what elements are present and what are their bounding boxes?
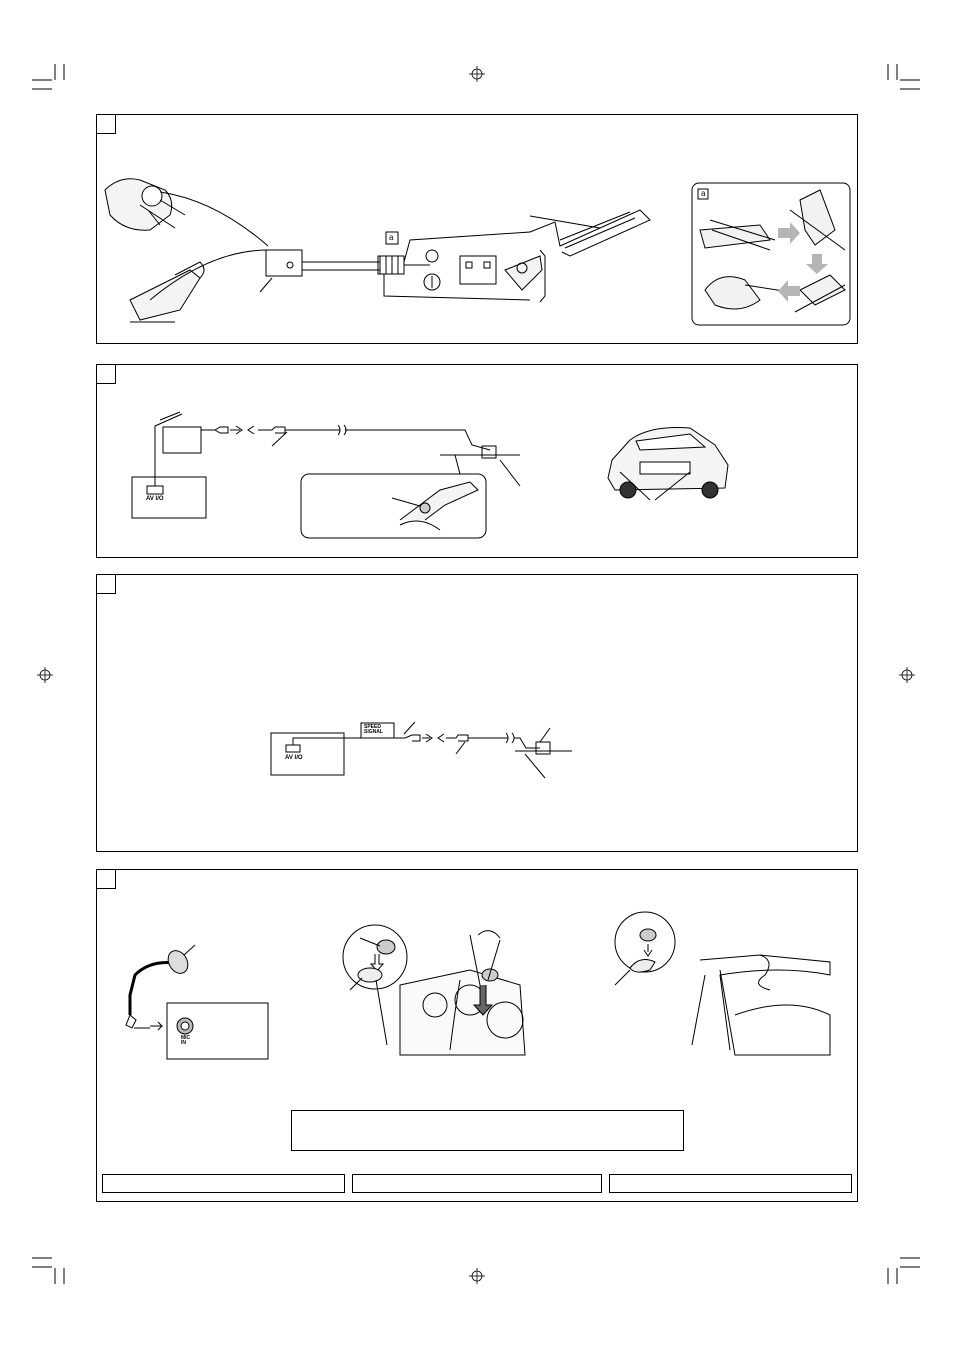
- mic-in-label: MIC IN: [181, 1035, 191, 1046]
- footer-box-center: [352, 1174, 602, 1193]
- footer-box-left: [102, 1174, 345, 1193]
- note-box: [291, 1110, 684, 1151]
- av-io-label-panel2: AV I/O: [146, 496, 164, 502]
- speed-signal-label: SPEED SIGNAL: [364, 724, 383, 735]
- av-io-label-panel3: AV I/O: [285, 755, 303, 761]
- connector-callout-letter: a: [389, 233, 394, 242]
- footer-box-right: [609, 1174, 852, 1193]
- inset-callout-letter: a: [701, 189, 706, 198]
